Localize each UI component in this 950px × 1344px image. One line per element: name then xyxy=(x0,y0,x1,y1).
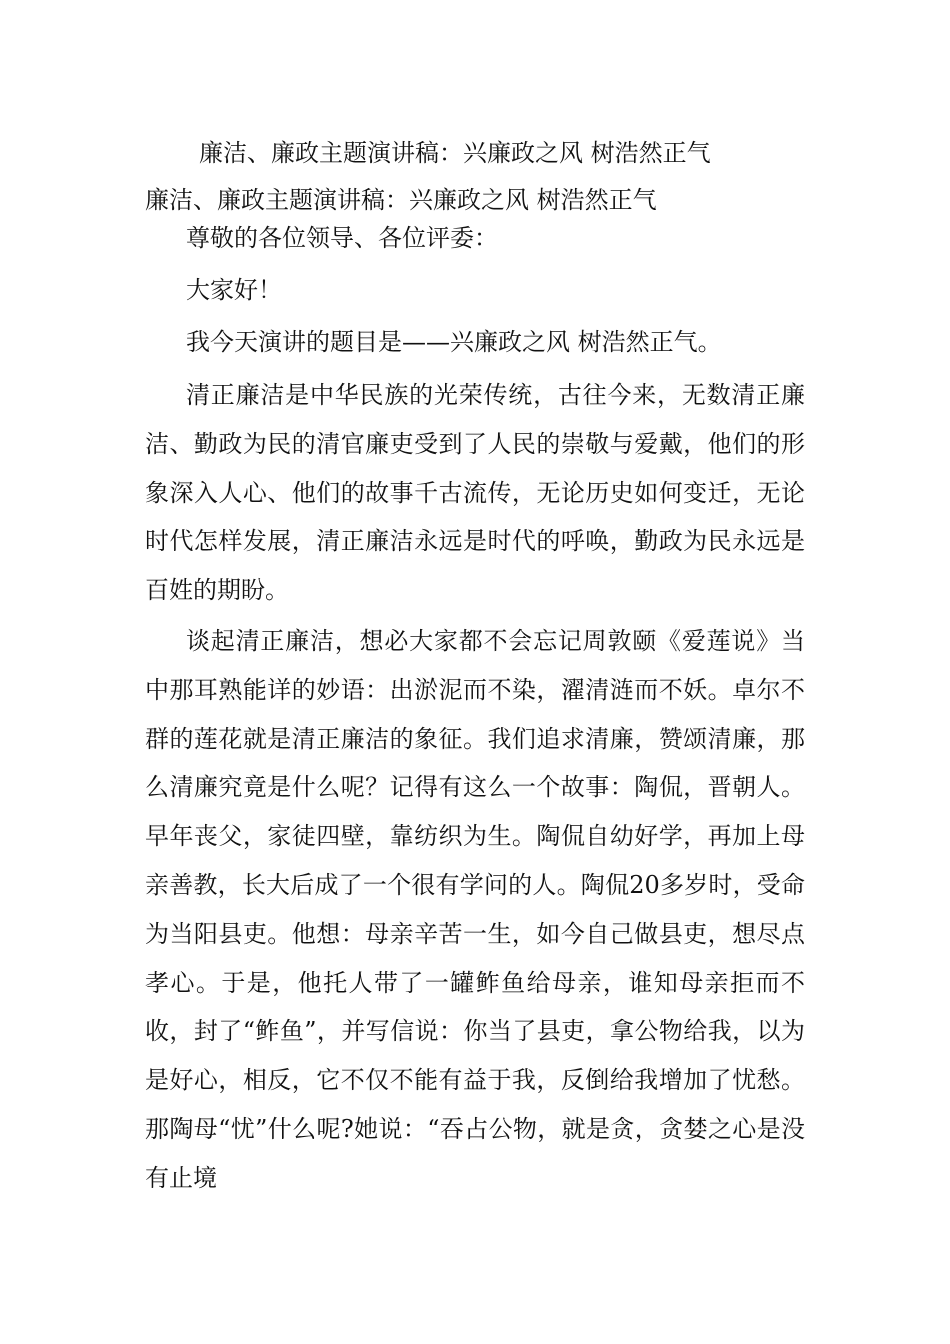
speech-topic: 我今天演讲的题目是——兴廉政之风 树浩然正气。 xyxy=(186,328,722,356)
greeting: 大家好！ xyxy=(186,276,282,304)
speech-heading: 廉洁、廉政主题演讲稿：兴廉政之风 树浩然正气 xyxy=(145,186,657,214)
document-body xyxy=(145,183,805,1203)
salutation: 尊敬的各位领导、各位评委： xyxy=(186,224,498,252)
paragraph-2: 谈起清正廉洁，想必大家都不会忘记周敦颐《爱莲说》当中那耳熟能详的妙语：出淤泥而不染，濯清涟而不妖。卓尔不群的莲花就是清正廉洁的象征。我们追求清廉，赞颂清廉，那么清廉究竟是什么呢？记得有这么一个故事：陶侃，晋朝人。早年丧父，家徒四壁，靠纺织为生。陶侃自幼好学，再加上母亲善教，长大后成了一个很有学问的人。陶侃20多岁时，受命为当阳县吏。他想：母亲辛苦一生，如今自己做县吏，想尽点孝心。于是，他托人带了一罐鲊鱼给母亲，谁知母亲拒而不收，封了“鲊鱼”，并写信说：你当了县吏，拿公物给我，以为是好心，相反，它不仅不能有益于我，反倒给我增加了忧愁。那陶母“忧”什么呢?她说：“吞占公物，就是贪，贪婪之心是没有止境 xyxy=(145,626,805,1192)
document-title: 廉洁、廉政主题演讲稿：兴廉政之风 树浩然正气 xyxy=(199,139,711,167)
paragraph-1: 清正廉洁是中华民族的光荣传统，古往今来，无数清正廉洁、勤政为民的清官廉吏受到了人民的崇敬与爱戴，他们的形象深入人心、他们的故事千古流传，无论历史如何变迁，无论时代怎样发展，清正廉洁永远是时代的呼唤，勤政为民永远是百姓的期盼。 xyxy=(145,381,805,605)
